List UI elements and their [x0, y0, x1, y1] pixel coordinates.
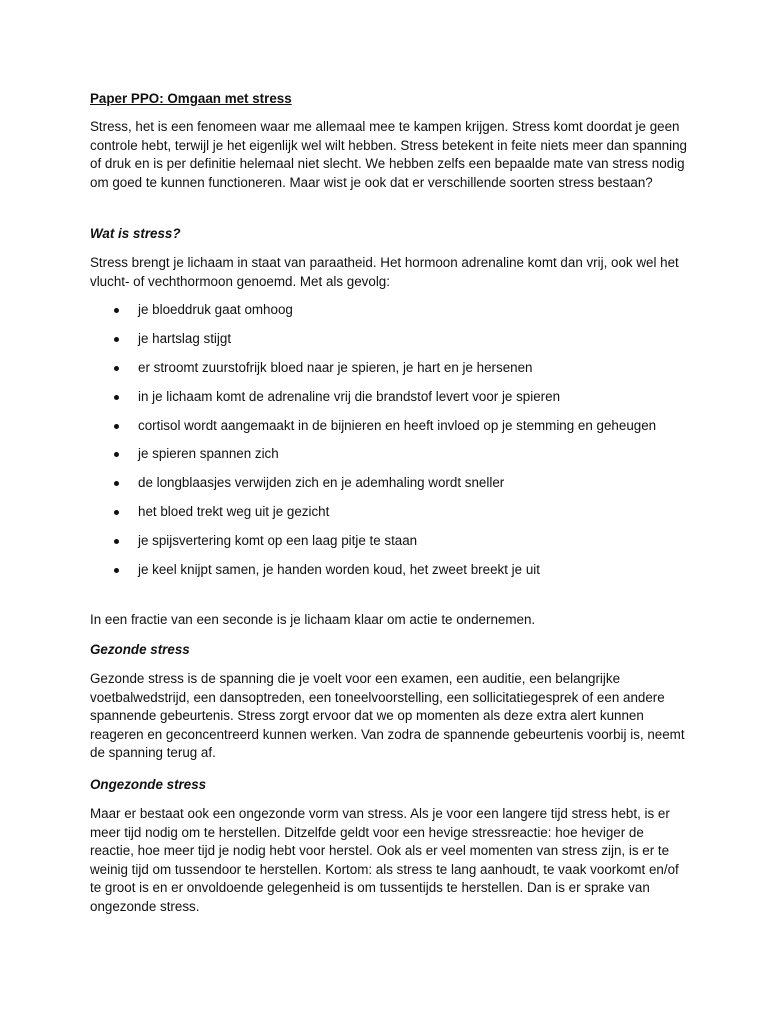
bullet-icon — [114, 308, 119, 313]
bullet-icon — [114, 452, 119, 457]
bullet-icon — [114, 481, 119, 486]
section-paragraph-wat-is-stress: Stress brengt je lichaam in staat van paraatheid. Het hormoon adrenaline komt dan vrij, ook wel het vlucht- of vechthormoon genoemd. Met als gevolg: — [90, 255, 679, 289]
section-heading-wat-is-stress: Wat is stress? — [90, 226, 181, 241]
effects-bullet-list — [90, 301, 690, 590]
section-closing-wat-is-stress: In een fractie van een seconde is je lichaam klaar om actie te ondernemen. — [90, 612, 536, 627]
list-item: het bloed trekt weg uit je gezicht — [90, 503, 690, 522]
section-heading-gezonde-stress: Gezonde stress — [90, 642, 190, 657]
bullet-icon — [114, 539, 119, 544]
list-item: je keel knijpt samen, je handen worden koud, het zweet breekt je uit — [90, 561, 690, 580]
list-item: je spieren spannen zich — [90, 445, 690, 464]
list-item: in je lichaam komt de adrenaline vrij die brandstof levert voor je spieren — [90, 388, 690, 407]
page-title: Paper PPO: Omgaan met stress — [90, 91, 292, 106]
list-item: je bloeddruk gaat omhoog — [90, 301, 690, 320]
section-heading-ongezonde-stress: Ongezonde stress — [90, 777, 207, 792]
intro-paragraph: Stress, het is een fenomeen waar me allemaal mee te kampen krijgen. Stress komt doordat je geen controle hebt, terwijl je het eigenlijk wel wilt hebben. Stress betekent in feite niets meer dan spanning of druk en is per definitie helemaal niet slecht. We hebben zelfs een bepaalde mate van stress nodig om goed te kunnen functioneren. Maar wist je ook dat er verschillende soorten stress bestaan? — [90, 119, 687, 190]
list-item: cortisol wordt aangemaakt in de bijnieren en heeft invloed op je stemming en geheugen — [90, 417, 690, 436]
bullet-icon — [114, 568, 119, 573]
bullet-icon — [114, 395, 119, 400]
bullet-icon — [114, 337, 119, 342]
list-item: je spijsvertering komt op een laag pitje te staan — [90, 532, 690, 551]
bullet-icon — [114, 366, 119, 371]
list-item: je hartslag stijgt — [90, 330, 690, 349]
section-paragraph-gezonde-stress: Gezonde stress is de spanning die je voelt voor een examen, een auditie, een belangrijke voetbalwedstrijd, een dansoptreden, een toneelvoorstelling, een sollicitatiegesprek of een andere spannende gebeurtenis. Stress zorgt ervoor dat we op momenten als deze extra alert kunnen reageren en geconcentreerd kunnen werken. Van zodra de spannende gebeurtenis voorbij is, neemt de spanning terug af. — [90, 671, 685, 761]
bullet-icon — [114, 424, 119, 429]
section-paragraph-ongezonde-stress: Maar er bestaat ook een ongezonde vorm van stress. Als je voor een langere tijd stress hebt, is er meer tijd nodig om te herstellen. Ditzelfde geldt voor een hevige stressreactie: hoe heviger de reactie, hoe meer tijd je nodig hebt voor herstel. Ook als er veel momenten van stress zijn, is er te weinig tijd om tussendoor te herstellen. Kortom: als stress te lang aanhoudt, te vaak voorkomt en/of te groot is en er onvoldoende gelegenheid is om tussentijds te herstellen. Dan is er sprake van ongezonde stress. — [90, 806, 679, 914]
list-item: de longblaasjes verwijden zich en je ademhaling wordt sneller — [90, 474, 690, 493]
list-item: er stroomt zuurstofrijk bloed naar je spieren, je hart en je hersenen — [90, 359, 690, 378]
bullet-icon — [114, 510, 119, 515]
